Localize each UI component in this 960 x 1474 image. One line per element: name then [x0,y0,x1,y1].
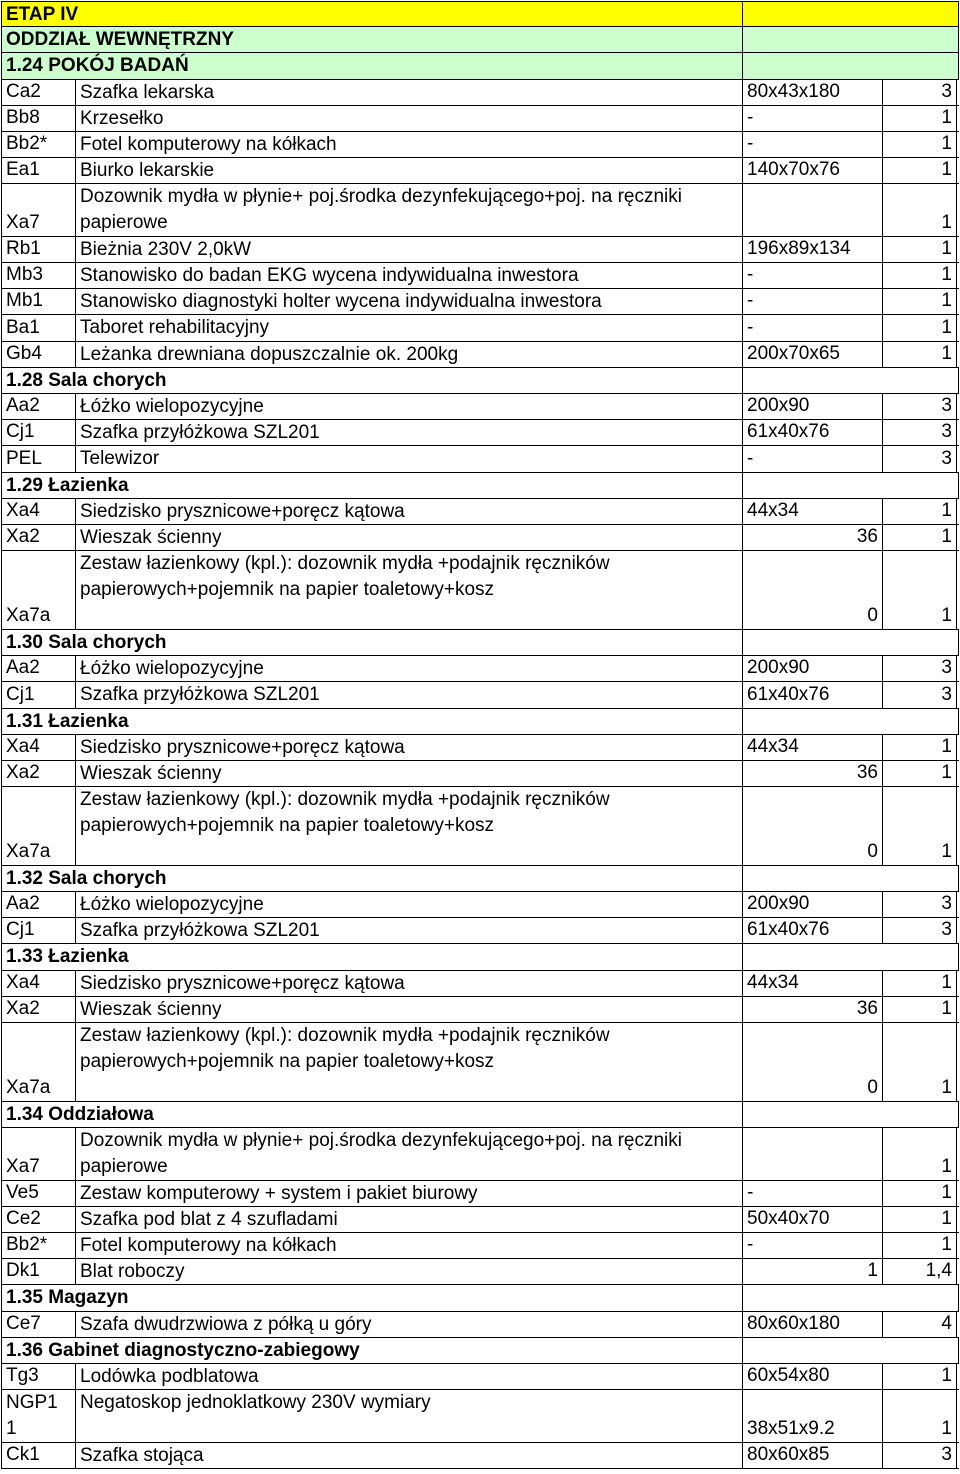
table-row [1,918,959,944]
gap-cell [723,551,743,629]
section-header [1,1338,959,1364]
item-dimensions: - [743,1233,883,1258]
item-code: NGP1 1 [1,1390,76,1442]
item-dimensions: 61x40x76 [743,918,883,943]
gap-cell [723,315,743,340]
item-code: PEL [1,446,76,471]
item-quantity: 3 [883,892,957,917]
item-code: Dk1 [1,1259,76,1284]
item-dimensions: - [743,1181,883,1206]
item-dimensions: 200x90 [743,394,883,419]
table-row [1,997,959,1023]
item-quantity: 1 [883,499,957,524]
item-quantity: 1 [883,787,957,865]
item-dimensions: 140x70x76 [743,158,883,183]
item-quantity: 1 [883,1128,957,1180]
item-code: Mb3 [1,263,76,288]
gap-cell [723,1364,743,1389]
item-quantity: 3 [883,394,957,419]
item-quantity: 1 [883,342,957,367]
table-row [1,289,959,315]
item-name: Bieżnia 230V 2,0kW [80,238,252,260]
item-quantity: 1 [883,761,957,786]
section-title: 1.33 Łazienka [1,944,743,970]
table-row [1,1233,959,1259]
section-title: 1.29 Łazienka [1,473,743,499]
gap-cell [723,1207,743,1232]
item-name: Siedzisko prysznicowe+poręcz kątowa [80,972,405,994]
item-code: Aa2 [1,394,76,419]
item-code: Xa2 [1,997,76,1022]
section-header [1,473,959,499]
item-name: Stanowisko do badan EKG wycena indywidualna inwestora [80,265,579,287]
gap-cell [723,918,743,943]
item-dimensions: - [743,132,883,157]
item-code: Cj1 [1,420,76,445]
item-quantity: 1 [883,263,957,288]
item-name: Szafka przyłóżkowa SZL201 [80,422,320,444]
item-quantity: 1 [883,132,957,157]
gap-cell [723,158,743,183]
table-row [1,394,959,420]
item-quantity: 1 [883,1390,957,1442]
item-dimensions: 80x60x85 [743,1443,883,1468]
item-quantity: 1 [883,971,957,996]
item-quantity: 3 [883,1443,957,1468]
item-quantity: 1 [883,1364,957,1389]
item-code: Ca2 [1,80,76,105]
item-code: Tg3 [1,1364,76,1389]
item-quantity: 3 [883,420,957,445]
item-code: Bb8 [1,106,76,131]
gap-cell [723,80,743,105]
item-dimensions: 38x51x9.2 [743,1390,883,1442]
table-row [1,158,959,184]
item-dimensions: 80x43x180 [743,80,883,105]
gap-cell [723,971,743,996]
table-row [1,656,959,682]
item-code: Xa4 [1,971,76,996]
section-title: 1.35 Magazyn [1,1285,743,1311]
item-dimensions: - [743,446,883,471]
section-header [1,53,959,79]
gap-cell [723,682,743,707]
gap-cell [723,394,743,419]
item-quantity: 3 [883,80,957,105]
item-name: Krzesełko [80,107,164,129]
item-name: Szafka pod blat z 4 szufladami [80,1208,338,1230]
gap-cell [723,656,743,681]
item-name: Zestaw komputerowy + system i pakiet biurowy [80,1182,478,1204]
table-row [1,106,959,132]
table-row [1,263,959,289]
item-code: Xa7a [1,551,76,629]
item-quantity: 3 [883,682,957,707]
item-name: Fotel komputerowy na kółkach [80,1234,337,1256]
item-name: Taboret rehabilitacyjny [80,317,270,339]
item-code: Cj1 [1,918,76,943]
table-row [1,342,959,368]
item-quantity: 1 [883,106,957,131]
item-dimensions: 200x70x65 [743,342,883,367]
item-dimensions: - [743,315,883,340]
section-header [1,630,959,656]
item-dimensions [743,184,883,236]
item-name: Łóżko wielopozycyjne [80,894,264,916]
table-row [1,499,959,525]
table-row [1,761,959,787]
item-quantity: 1 [883,735,957,760]
item-dimensions: 0 [743,1023,883,1101]
section-title: 1.36 Gabinet diagnostyczno-zabiegowy [1,1338,743,1364]
item-quantity: 1 [883,1207,957,1232]
item-name: Siedzisko prysznicowe+poręcz kątowa [80,500,405,522]
gap-cell [723,1312,743,1337]
item-dimensions: 36 [743,761,883,786]
item-code: Ea1 [1,158,76,183]
equipment-sheet [1,1,959,1469]
item-code: Ve5 [1,1181,76,1206]
item-code: Gb4 [1,342,76,367]
section-header [1,1102,959,1128]
item-name: Dozownik mydła w płynie+ poj.środka dezynfekującego+poj. na ręczniki papierowe [80,1129,682,1177]
item-quantity: 1 [883,551,957,629]
item-quantity: 3 [883,656,957,681]
table-row [1,184,959,237]
item-name: Szafka przyłóżkowa SZL201 [80,684,320,706]
section-title: 1.28 Sala chorych [1,368,743,394]
gap-cell [723,499,743,524]
table-row [1,525,959,551]
item-quantity: 1 [883,1233,957,1258]
stage-title: ETAP IV [1,2,743,28]
gap-cell [723,132,743,157]
table-row [1,1207,959,1233]
table-row [1,1390,959,1443]
section-title: 1.30 Sala chorych [1,630,743,656]
gap-cell [723,446,743,471]
item-code: Xa7a [1,1023,76,1101]
table-row [1,132,959,158]
section-header [1,866,959,892]
table-row [1,735,959,761]
item-dimensions: 61x40x76 [743,420,883,445]
gap-cell [723,525,743,550]
item-dimensions: 80x60x180 [743,1312,883,1337]
item-code: Xa4 [1,735,76,760]
item-name: Leżanka drewniana dopuszczalnie ok. 200kg [80,343,459,365]
gap-cell [723,1181,743,1206]
section-title: 1.24 POKÓJ BADAŃ [1,53,743,79]
item-dimensions: 200x90 [743,892,883,917]
table-row [1,80,959,106]
item-name: Szafka lekarska [80,81,215,103]
item-code: Xa7 [1,1128,76,1180]
item-code: Ba1 [1,315,76,340]
item-dimensions: 61x40x76 [743,682,883,707]
department-header-row [1,27,959,53]
item-quantity: 3 [883,918,957,943]
item-quantity: 1 [883,525,957,550]
item-dimensions: 44x34 [743,971,883,996]
table-body [1,53,959,1468]
table-row [1,1128,959,1181]
table-row [1,892,959,918]
item-name: Wieszak ścienny [80,998,222,1020]
item-code: Bb2* [1,1233,76,1258]
item-code: Aa2 [1,656,76,681]
item-dimensions: 60x54x80 [743,1364,883,1389]
gap-cell [723,997,743,1022]
section-title: 1.32 Sala chorych [1,866,743,892]
item-name: Stanowisko diagnostyki holter wycena indywidualna inwestora [80,291,602,313]
item-name: Telewizor [80,448,160,470]
table-row [1,551,959,630]
section-header [1,1285,959,1311]
item-name: Łóżko wielopozycyjne [80,658,264,680]
item-quantity: 1 [883,237,957,262]
table-row [1,1443,959,1469]
table-row [1,1312,959,1338]
item-name: Łóżko wielopozycyjne [80,396,264,418]
item-code: Xa4 [1,499,76,524]
section-title: 1.31 Łazienka [1,709,743,735]
item-code: Xa2 [1,525,76,550]
gap-cell [723,1023,743,1101]
item-dimensions: 44x34 [743,499,883,524]
section-title: 1.34 Oddziałowa [1,1102,743,1128]
item-dimensions: 0 [743,551,883,629]
table-row [1,682,959,708]
item-dimensions: 196x89x134 [743,237,883,262]
gap-cell [723,1443,743,1468]
item-code: Xa7a [1,787,76,865]
item-name: Zestaw łazienkowy (kpl.): dozownik mydła +podajnik ręczników papierowych+pojemnik na papier toaletowy+kosz [80,789,610,837]
gap-cell [723,289,743,314]
item-quantity: 1 [883,289,957,314]
table-row [1,1259,959,1285]
section-header [1,709,959,735]
item-name: Zestaw łazienkowy (kpl.): dozownik mydła +podajnik ręczników papierowych+pojemnik na papier toaletowy+kosz [80,1025,610,1072]
item-name: Dozownik mydła w płynie+ poj.środka dezynfekującego+poj. na ręczniki papierowe [80,186,682,234]
table-row [1,787,959,866]
item-dimensions: 44x34 [743,735,883,760]
gap-cell [723,184,743,236]
gap-cell [723,342,743,367]
table-row [1,315,959,341]
item-name: Szafka stojąca [80,1444,204,1466]
gap-cell [723,1128,743,1180]
item-code: Rb1 [1,237,76,262]
table-row [1,971,959,997]
item-quantity: 3 [883,446,957,471]
gap-cell [723,420,743,445]
item-code: Aa2 [1,892,76,917]
gap-cell [723,761,743,786]
item-name: Wieszak ścienny [80,762,222,784]
item-code: Xa2 [1,761,76,786]
item-quantity: 1 [883,1023,957,1101]
gap-cell [723,106,743,131]
item-dimensions: - [743,289,883,314]
item-name: Lodówka podblatowa [80,1365,259,1387]
item-code: Xa7 [1,184,76,236]
item-code: Ce2 [1,1207,76,1232]
gap-cell [723,1233,743,1258]
item-name: Wieszak ścienny [80,526,222,548]
item-quantity: 1 [883,997,957,1022]
gap-cell [723,1390,743,1442]
item-quantity: 1 [883,184,957,236]
item-name: Siedzisko prysznicowe+poręcz kątowa [80,736,405,758]
item-code: Ce7 [1,1312,76,1337]
gap-cell [723,735,743,760]
gap-cell [723,787,743,865]
item-name: Fotel komputerowy na kółkach [80,133,337,155]
item-dimensions: 36 [743,997,883,1022]
item-quantity: 1 [883,158,957,183]
table-row [1,1023,959,1102]
item-code: Bb2* [1,132,76,157]
item-dimensions: 1 [743,1259,883,1284]
item-name: Biurko lekarskie [80,160,215,182]
item-name: Szafka przyłóżkowa SZL201 [80,920,320,942]
item-quantity: 4 [883,1312,957,1337]
item-quantity: 1,4 [883,1259,957,1284]
stage-header-row [1,1,959,27]
item-code: Ck1 [1,1443,76,1468]
item-dimensions: 200x90 [743,656,883,681]
table-row [1,420,959,446]
item-name: Blat roboczy [80,1261,185,1283]
item-name: Zestaw łazienkowy (kpl.): dozownik mydła +podajnik ręczników papierowych+pojemnik na papier toaletowy+kosz [80,553,610,601]
item-dimensions [743,1128,883,1180]
gap-cell [723,1259,743,1284]
item-dimensions: 50x40x70 [743,1207,883,1232]
gap-cell [723,263,743,288]
item-code: Cj1 [1,682,76,707]
table-row [1,237,959,263]
section-header [1,368,959,394]
table-row [1,1364,959,1390]
item-quantity: 1 [883,1181,957,1206]
table-row [1,446,959,472]
item-dimensions: - [743,263,883,288]
gap-cell [723,237,743,262]
item-name: Szafa dwudrzwiowa z półką u góry [80,1313,372,1335]
table-row [1,1181,959,1207]
department-title: ODDZIAŁ WEWNĘTRZNY [1,27,743,53]
item-dimensions: 0 [743,787,883,865]
section-header [1,944,959,970]
item-quantity: 1 [883,315,957,340]
item-code: Mb1 [1,289,76,314]
gap-cell [723,892,743,917]
item-dimensions: 36 [743,525,883,550]
item-name: Negatoskop jednoklatkowy 230V wymiary [80,1392,431,1414]
item-dimensions: - [743,106,883,131]
